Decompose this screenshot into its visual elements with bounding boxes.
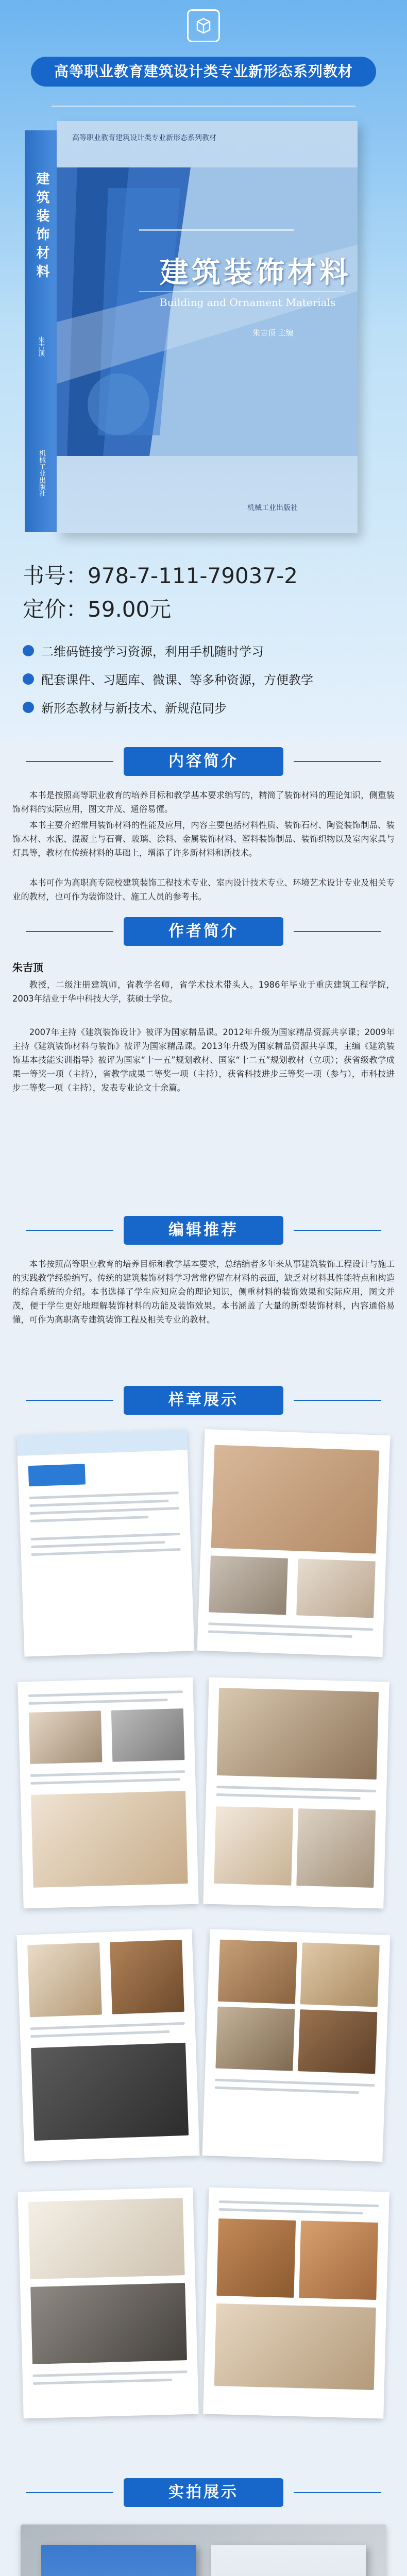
text-line	[29, 1492, 179, 1499]
text-line	[219, 2200, 379, 2207]
price-text: 定价：59.00元	[23, 597, 172, 622]
intro-paragraph: 本书是按照高等职业教育的培养目标和教学基本要求编写的，精简了装饰材料的理论知识，侧重装饰材料的实际应用，图文并茂、通俗易懂。	[12, 790, 395, 814]
text-line	[29, 1500, 168, 1507]
book-cover	[25, 121, 358, 533]
text-line	[28, 1690, 183, 1697]
material-image	[215, 2007, 295, 2071]
material-image	[296, 1808, 376, 1888]
hero-section	[0, 0, 407, 742]
material-image	[298, 2009, 377, 2074]
photo-book-back	[211, 2545, 366, 2576]
text-line	[216, 1786, 376, 1792]
intro-section	[0, 742, 407, 912]
text-line	[33, 2370, 188, 2377]
text-line	[31, 1533, 180, 1540]
intro-paragraph: 本书主要介绍常用装饰材料的性能及应用，内容主要包括材料性质、装饰石材、陶瓷装饰制品、装饰木材、水泥、混凝土与石膏、玻璃、涂料、金属装饰材料、塑料装饰制品、装饰织物以及室内家具与灯具等，教材在传统材料的基础上，增添了许多新材料和新技术。	[12, 820, 395, 858]
material-image	[214, 1806, 293, 1886]
cover-front	[57, 121, 358, 533]
text-line	[31, 1548, 181, 1556]
photos-section	[0, 2473, 407, 2576]
features-paragraph: 本书按照高等职业教育的培养目标和教学基本要求，总结编者多年来从事建筑装饰工程设计与施工的实践教学经验编写。传统的建筑装饰材料学习常常停留在材料的表面，缺乏对材料其性能特点和构造的综合系统的介绍。本书选择了学生应知应会的理论知识，侧重材料的装饰效果和实际应用，图文并茂，便于学生更好地理解装饰材料的功能及装饰效果。本书涵盖了大量的新型装饰材料，内容通俗易懂，可作为高职高专建筑装饰工程及相关专业的教材。	[12, 1259, 395, 1325]
author-heading: 作者简介	[124, 917, 283, 946]
sample-page	[18, 2188, 198, 2419]
feature-bullet	[23, 670, 313, 688]
feature-bullet	[23, 698, 227, 716]
series-banner: 高等职业教育建筑设计类专业新形态系列教材	[31, 57, 376, 87]
bullet-dot-icon	[23, 645, 34, 656]
bullet-text: 配套课件、习题库、微课、等多种资源，方便教学	[41, 673, 313, 687]
photo-book-front	[41, 2545, 196, 2576]
feature-bullet	[23, 641, 264, 659]
samples-heading: 样章展示	[124, 1386, 283, 1415]
cover-author: 朱吉顶 主编	[252, 328, 294, 337]
material-image	[300, 1942, 380, 2007]
author-section	[0, 917, 407, 1206]
material-image	[299, 2221, 378, 2300]
interior-image	[31, 2043, 189, 2141]
sample-page	[18, 1677, 198, 1909]
page-header-band	[17, 1429, 188, 1455]
features-heading: 编辑推荐	[124, 1216, 283, 1245]
wood-image	[218, 1940, 297, 2004]
sample-page	[203, 2187, 389, 2418]
material-image	[31, 1791, 188, 1888]
sample-page	[16, 1929, 199, 2162]
material-image	[27, 1942, 102, 2017]
book-cube-icon	[187, 9, 220, 42]
samples-section	[0, 1386, 407, 2468]
sample-page	[197, 1429, 391, 1657]
intro-heading: 内容简介	[124, 747, 283, 776]
text-line	[28, 1699, 167, 1705]
material-image	[214, 2303, 376, 2390]
text-line	[208, 1622, 373, 1631]
text-line	[216, 1793, 361, 1800]
photos-heading: 实拍展示	[124, 2478, 283, 2507]
text-line	[219, 2208, 363, 2214]
text-line	[30, 1770, 185, 1777]
text-line	[31, 1541, 165, 1548]
text-line	[215, 2079, 375, 2087]
bullet-dot-icon	[23, 702, 34, 713]
interior-image	[217, 1688, 379, 1780]
stone-texture-image	[211, 1445, 380, 1554]
bullet-text: 二维码链接学习资源，利用手机随时学习	[41, 645, 264, 659]
text-line	[30, 1778, 180, 1785]
material-image	[216, 2218, 296, 2298]
spine-title: 建筑装饰材料	[34, 172, 49, 283]
sample-page	[202, 1929, 390, 2162]
material-image	[111, 1708, 185, 1762]
text-line	[30, 2030, 169, 2038]
author-name: 朱吉顶	[12, 961, 43, 974]
interior-image	[28, 2198, 185, 2279]
author-paragraph: 2007年主持《建筑装饰设计》被评为国家精品课。2012年升级为国家精品资源共享课；2009年主持《建筑装饰材料与装饰》被评为国家精品课。2013年升级为国家精品资源共享课，主编《建筑装饰基本技能实训指导》被评为国家“十一五”规划教材、国家“十二五”规划教材（立项）；获省级教学成果一等奖一项（主持），省教学成果二等奖一项（主持），获省科技进步三等奖一项（参与），市科技进步二等奖一项（主持），发表专业论文十余篇。	[12, 1027, 395, 1093]
bullet-text: 新形态教材与新技术、新规范同步	[41, 701, 227, 716]
text-line	[30, 1507, 179, 1515]
wood-image	[110, 1940, 184, 2014]
text-line	[33, 2379, 172, 2385]
intro-paragraph: 本书可作为高职高专院校建筑装饰工程技术专业、室内设计技术专业、环境艺术设计专业及相关专业的教材，也可作为装饰设计、施工人员的参考书。	[12, 878, 395, 902]
spine-publisher: 机械工业出版社	[38, 450, 45, 497]
interior-image	[30, 2283, 187, 2364]
sample-page	[203, 1677, 389, 1908]
material-image	[209, 1555, 288, 1615]
text-line	[30, 2022, 185, 2030]
author-paragraph: 教授，二级注册建筑师，省教学名师，省学术技术带头人。1986年毕业于重庆建筑工程学院，2003年结业于华中科技大学，获硕士学位。	[12, 980, 395, 1004]
cover-subtitle: Building and Ornament Materials	[160, 296, 336, 309]
text-line	[208, 1630, 352, 1638]
decorative-line	[52, 106, 355, 107]
cover-series-line: 高等职业教育建筑设计类专业新形态系列教材	[72, 134, 216, 142]
cover-artwork	[57, 167, 358, 456]
material-image	[29, 1710, 103, 1764]
isbn-text: 书号：978-7-111-79037-2	[23, 563, 298, 588]
bullet-dot-icon	[23, 673, 34, 685]
material-image	[296, 1558, 376, 1618]
chapter-label-block	[28, 1464, 86, 1486]
spine-author: 朱吉顶	[37, 336, 44, 357]
text-line	[30, 1516, 148, 1522]
book-photo-cover	[21, 2524, 386, 2576]
text-line	[215, 2087, 359, 2094]
cover-title: 建筑装饰材料	[160, 256, 351, 290]
cover-publisher: 机械工业出版社	[247, 504, 298, 512]
features-section	[0, 1211, 407, 1381]
sample-page	[17, 1429, 195, 1656]
book-spine	[25, 130, 57, 532]
